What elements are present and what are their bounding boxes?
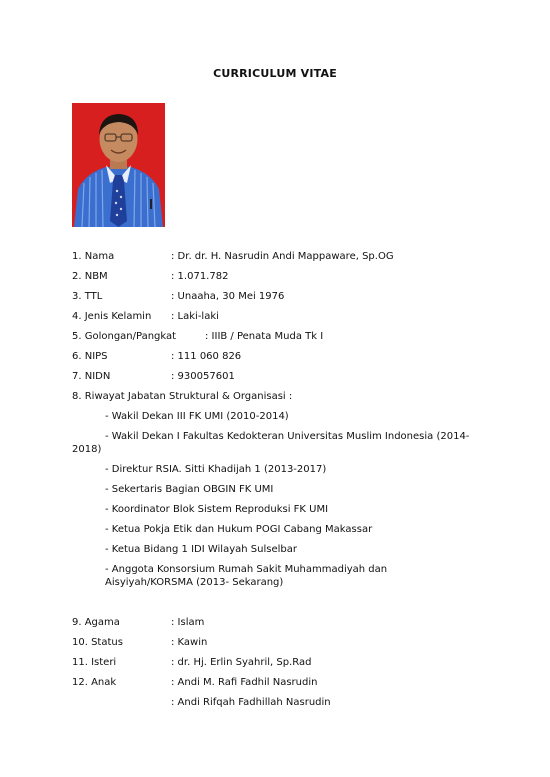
riwayat-heading: 8. Riwayat Jabatan Struktural & Organisasi : [72, 391, 293, 402]
field-label: 1. Nama [72, 251, 115, 262]
field-label: 2. NBM [72, 271, 108, 282]
field-label: 7. NIDN [72, 371, 111, 382]
riwayat-item: - Anggota Konsorsium Rumah Sakit Muhammadiyah dan [105, 564, 388, 575]
field-label: 12. Anak [72, 677, 117, 688]
field-value: : 930057601 [171, 371, 235, 382]
field-label: 6. NIPS [72, 351, 108, 362]
riwayat-item: - Ketua Pokja Etik dan Hukum POGI Cabang Makassar [105, 524, 373, 535]
field-label: 4. Jenis Kelamin [72, 311, 152, 322]
riwayat-item: - Wakil Dekan III FK UMI (2010-2014) [105, 411, 289, 422]
field-value: : Laki-laki [171, 311, 219, 322]
document-title: CURRICULUM VITAE [213, 67, 337, 80]
riwayat-item: - Direktur RSIA. Sitti Khadijah 1 (2013-2017) [105, 464, 327, 475]
field-nips [72, 351, 242, 362]
field-ttl [72, 291, 285, 302]
field-label: 9. Agama [72, 617, 120, 628]
riwayat-item-continuation: 2018) [72, 444, 102, 455]
field-label: 10. Status [72, 637, 123, 648]
riwayat-item: - Ketua Bidang 1 IDI Wilayah Sulselbar [105, 544, 297, 555]
field-golongan [72, 331, 324, 342]
riwayat-item: - Sekertaris Bagian OBGIN FK UMI [105, 484, 274, 495]
field-value: : Kawin [171, 637, 208, 648]
field-nbm [72, 271, 229, 282]
field-value: : dr. Hj. Erlin Syahril, Sp.Rad [171, 657, 312, 668]
field-value: : 111 060 826 [171, 351, 242, 362]
field-value: : 1.071.782 [171, 271, 229, 282]
field-label: 11. Isteri [72, 657, 117, 668]
field-value: : IIIB / Penata Muda Tk I [205, 331, 324, 342]
field-label: 5. Golongan/Pangkat [72, 331, 177, 342]
field-nama [72, 251, 394, 262]
profile-photo [72, 103, 165, 227]
field-isteri [72, 657, 312, 668]
field-status [72, 637, 208, 648]
field-agama [72, 617, 205, 628]
field-anak [72, 677, 318, 688]
field-jenis-kelamin [72, 311, 219, 322]
field-value: : Andi Rifqah Fadhillah Nasrudin [171, 697, 331, 708]
riwayat-item: - Wakil Dekan I Fakultas Kedokteran Universitas Muslim Indonesia (2014- [105, 431, 470, 442]
field-value: : Unaaha, 30 Mei 1976 [171, 291, 285, 302]
field-nidn [72, 371, 235, 382]
field-value: : Islam [171, 617, 205, 628]
field-value: : Andi M. Rafi Fadhil Nasrudin [171, 677, 318, 688]
riwayat-item-continuation: Aisyiyah/KORSMA (2013- Sekarang) [105, 577, 284, 588]
riwayat-item: - Koordinator Blok Sistem Reproduksi FK UMI [105, 504, 329, 515]
portrait-illustration [72, 103, 165, 227]
field-value: : Dr. dr. H. Nasrudin Andi Mappaware, Sp.OG [171, 251, 394, 262]
field-label: 3. TTL [72, 291, 103, 302]
